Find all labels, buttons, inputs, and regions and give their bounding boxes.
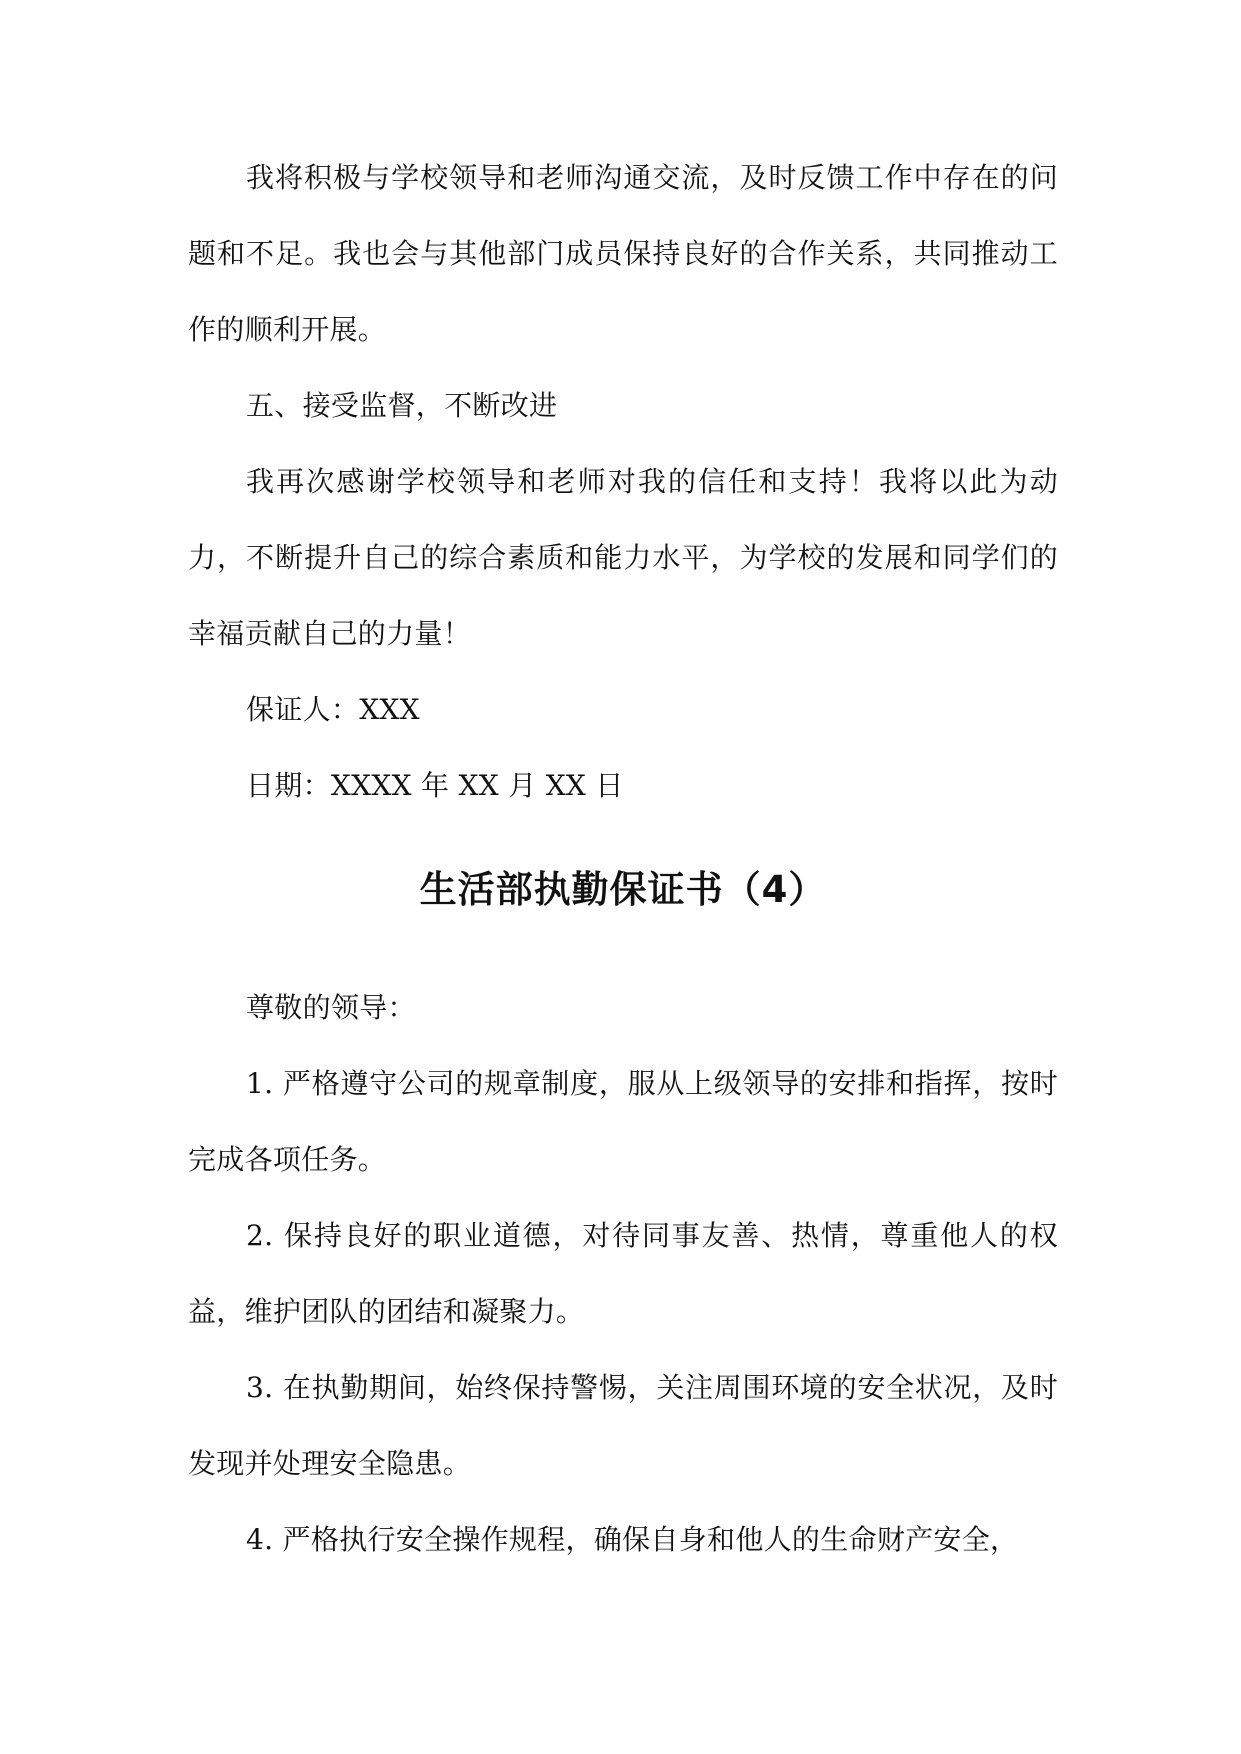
salutation: 尊敬的领导： bbox=[246, 991, 416, 1024]
list-item-2: 2. 保持良好的职业道德，对待同事友善、热情，尊重他人的权益，维护团队的团结和凝聚力。 bbox=[188, 1219, 1058, 1328]
list-item-1: 1. 严格遵守公司的规章制度，服从上级领导的安排和指挥，按时完成各项任务。 bbox=[188, 1067, 1058, 1176]
document-title: 生活部执勤保证书（4） bbox=[419, 868, 827, 911]
guarantor-line: 保证人：XXX bbox=[246, 693, 420, 726]
date-line: 日期：XXXX 年 XX 月 XX 日 bbox=[246, 769, 624, 802]
list-item-3: 3. 在执勤期间，始终保持警惕，关注周围环境的安全状况，及时发现并处理安全隐患。 bbox=[188, 1371, 1058, 1480]
paragraph-communication: 我将积极与学校领导和老师沟通交流，及时反馈工作中存在的问题和不足。我也会与其他部门成员保持良好的合作关系，共同推动工作的顺利开展。 bbox=[188, 161, 1058, 346]
paragraph-thanks: 我再次感谢学校领导和老师对我的信任和支持！我将以此为动力，不断提升自己的综合素质和能力水平，为学校的发展和同学们的幸福贡献自己的力量！ bbox=[188, 465, 1058, 650]
heading-accept-supervision: 五、接受监督，不断改进 bbox=[246, 389, 558, 422]
list-item-4: 4. 严格执行安全操作规程，确保自身和他人的生命财产安全， bbox=[246, 1523, 1019, 1556]
document-body bbox=[188, 140, 1058, 1578]
